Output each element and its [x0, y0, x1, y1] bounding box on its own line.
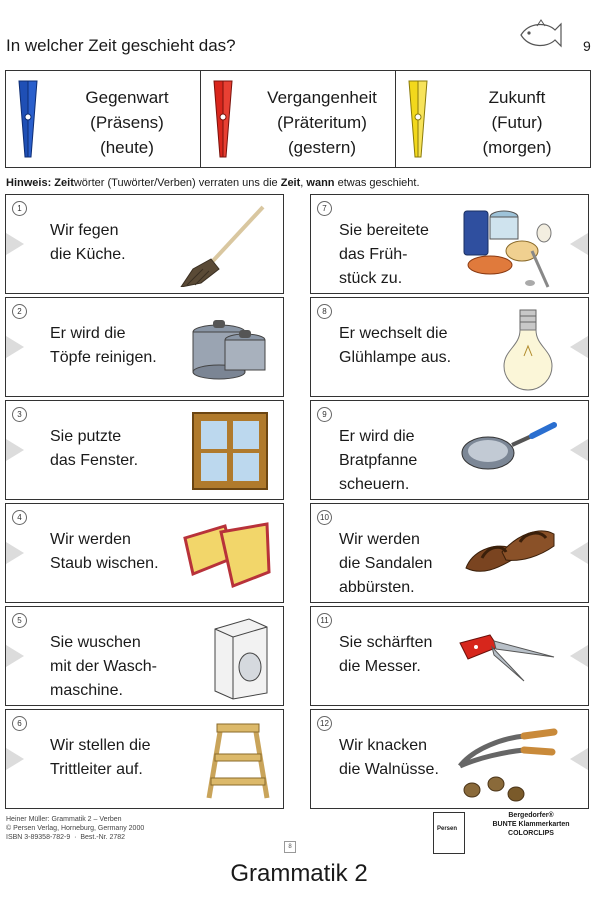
hint-bold-1: Zeit: [54, 177, 74, 189]
card-sentence: Sie bereitete das Früh- stück zu.: [339, 222, 429, 287]
card-pointer: [6, 645, 24, 667]
card-number: 12: [317, 716, 332, 731]
card-pointer: [6, 748, 24, 770]
card-grid: [5, 194, 591, 808]
tense-present: [6, 71, 201, 167]
card-sentence: Er wird die Töpfe reinigen.: [50, 325, 157, 366]
tense-future: [396, 71, 590, 167]
card-6[interactable]: [5, 709, 284, 809]
pot-icon: [183, 306, 273, 390]
hint-label: Hinweis:: [6, 177, 52, 189]
hint-text-3: etwas geschieht.: [334, 177, 420, 189]
tense-future-name: Zukunft: [488, 88, 546, 107]
hint-bold-2: Zeit: [280, 177, 301, 189]
tense-past-name: Vergangenheit: [267, 88, 377, 107]
card-pointer: [6, 336, 24, 358]
window-icon: [187, 409, 273, 493]
card-pointer: [6, 542, 24, 564]
card-pointer: [6, 439, 24, 461]
card-sentence: Er wechselt die Glühlampe aus.: [339, 325, 452, 366]
fish-icon: [517, 18, 563, 52]
card-5[interactable]: [5, 606, 284, 706]
card-number: 8: [317, 304, 332, 319]
card-pointer: [6, 233, 24, 255]
tense-future-time: (morgen): [482, 138, 552, 157]
washing-machine-icon: [209, 615, 273, 701]
broom-icon: [173, 203, 273, 287]
pocket-knife-icon: [454, 615, 558, 685]
card-pointer: [570, 336, 588, 358]
card-pointer: [570, 645, 588, 667]
tense-past-time: (gestern): [287, 138, 357, 157]
card-sentence: Wir werden die Sandalen abbürsten.: [339, 531, 433, 596]
image-caption: Grammatik 2: [230, 860, 368, 887]
card-sentence: Sie schärften die Messer.: [339, 634, 433, 675]
card-number: 10: [317, 510, 332, 525]
frying-pan-icon: [458, 409, 558, 479]
card-10[interactable]: [310, 503, 589, 603]
breakfast-icon: [460, 203, 558, 289]
sandals-icon: [462, 512, 558, 582]
blue-clothespin-icon: [16, 79, 40, 159]
step-ladder-icon: [203, 718, 273, 802]
card-12[interactable]: [310, 709, 589, 809]
brand-line-1: Bergedorfer®: [508, 812, 554, 819]
brand-line-3: COLORCLIPS: [508, 830, 554, 837]
series-brand: [470, 811, 592, 838]
hint-bold-3: wann: [306, 177, 335, 189]
card-sentence: Wir fegen die Küche.: [50, 222, 126, 263]
nutcracker-icon: [454, 718, 558, 804]
publisher-logo: [433, 812, 465, 854]
card-9[interactable]: [310, 400, 589, 500]
card-number: 3: [12, 407, 27, 422]
card-pointer: [570, 748, 588, 770]
card-7[interactable]: [310, 194, 589, 294]
card-number: 5: [12, 613, 27, 628]
footer-page-marker: 8: [284, 841, 296, 853]
card-pointer: [570, 439, 588, 461]
brand-line-2: BUNTE Klammerkarten: [492, 821, 570, 828]
hint-text: [6, 177, 420, 189]
tense-past-term: (Präteritum): [277, 113, 367, 132]
card-2[interactable]: [5, 297, 284, 397]
card-number: 11: [317, 613, 332, 628]
card-number: 4: [12, 510, 27, 525]
tense-future-term: (Futur): [491, 113, 543, 132]
tense-past: [201, 71, 396, 167]
red-clothespin-icon: [211, 79, 235, 159]
card-number: 2: [12, 304, 27, 319]
card-8[interactable]: [310, 297, 589, 397]
card-sentence: Sie putzte das Fenster.: [50, 428, 139, 469]
page-title: In welcher Zeit geschieht das?: [6, 36, 236, 55]
card-3[interactable]: [5, 400, 284, 500]
yellow-clothespin-icon: [406, 79, 430, 159]
hint-text-1: wörter (Tuwörter/Verben) verraten uns die: [73, 177, 281, 189]
copyright-info: Heiner Müller: Grammatik 2 – Verben © Persen Verlag, Horneburg, Germany 2000 ISBN 3-89358-782-9 · Best.-Nr. 2782: [6, 816, 145, 841]
card-number: 6: [12, 716, 27, 731]
card-number: 7: [317, 201, 332, 216]
card-4[interactable]: [5, 503, 284, 603]
tense-present-term: (Präsens): [90, 113, 164, 132]
tense-present-time: (heute): [100, 138, 154, 157]
card-sentence: Wir stellen die Trittleiter auf.: [50, 737, 151, 778]
card-pointer: [570, 542, 588, 564]
card-sentence: Sie wuschen mit der Wasch- maschine.: [50, 634, 157, 699]
tense-present-name: Gegenwart: [85, 88, 169, 107]
card-sentence: Wir knacken die Walnüsse.: [339, 737, 439, 778]
card-1[interactable]: [5, 194, 284, 294]
card-number: 9: [317, 407, 332, 422]
card-11[interactable]: [310, 606, 589, 706]
card-pointer: [570, 233, 588, 255]
tense-legend: [5, 70, 591, 168]
light-bulb-icon: [498, 306, 558, 392]
publisher-logo-text: Persen: [437, 826, 458, 832]
hint-text-2: ,: [300, 177, 307, 189]
card-sentence: Er wird die Bratpfanne scheuern.: [339, 428, 418, 493]
card-number: 1: [12, 201, 27, 216]
page-number: 9: [583, 38, 591, 54]
dust-cloth-icon: [181, 512, 273, 596]
card-sentence: Wir werden Staub wischen.: [50, 531, 159, 572]
